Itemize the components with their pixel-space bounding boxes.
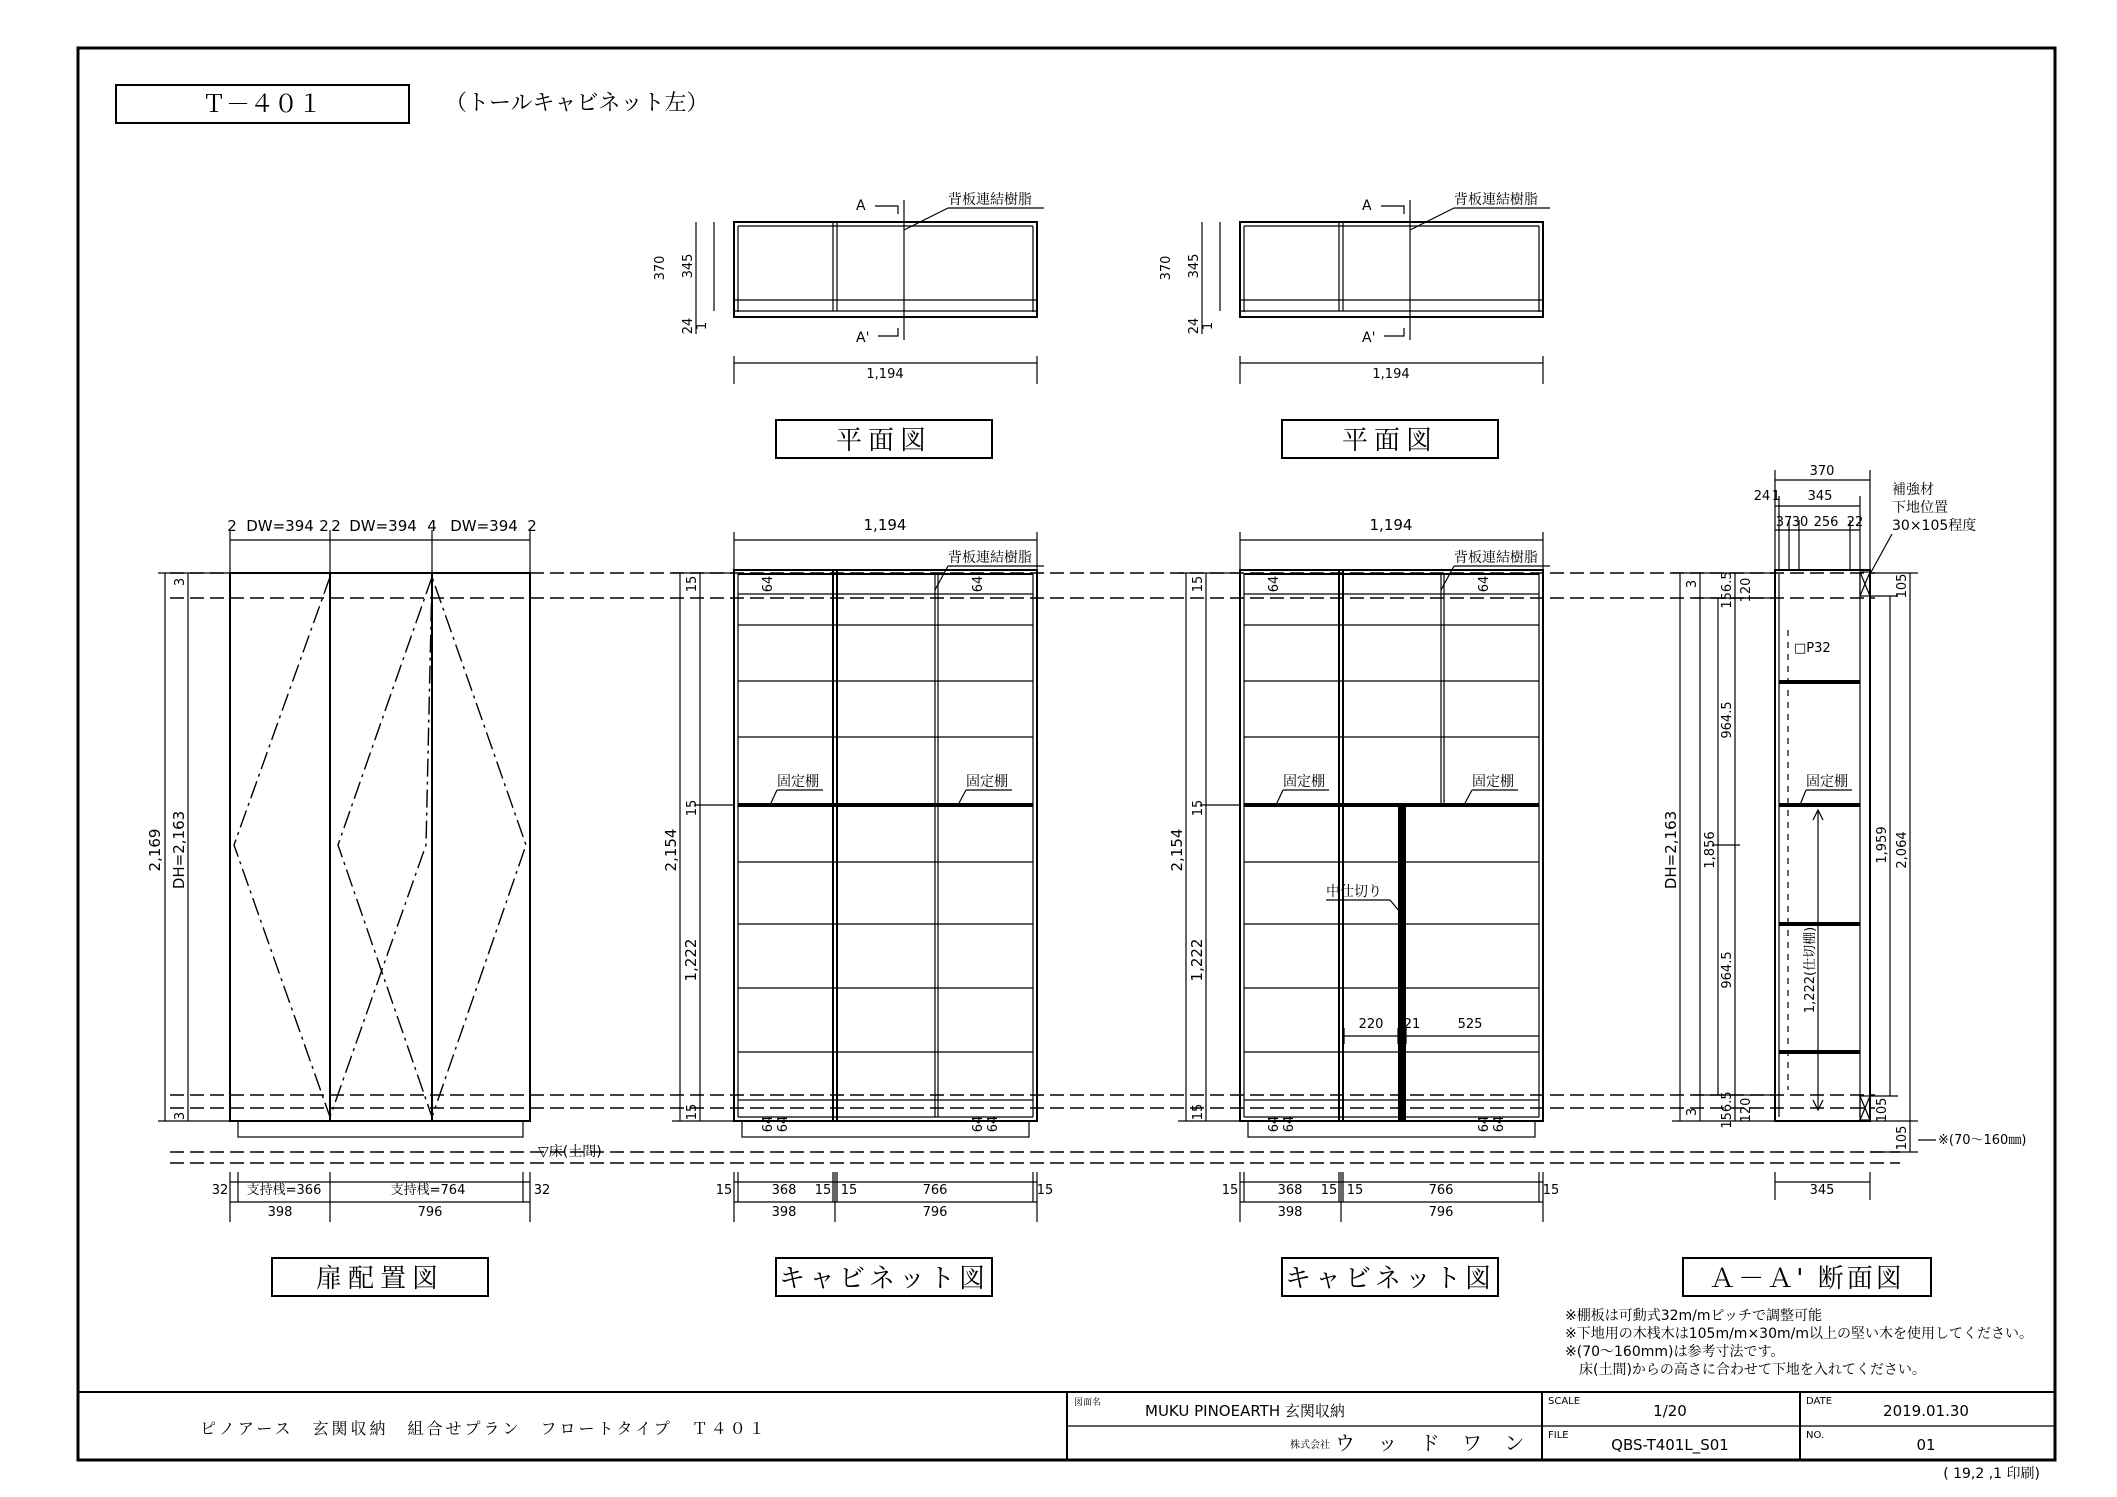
dimension-label: 766 <box>922 1183 948 1198</box>
dimension-label: 1,959 <box>1875 826 1890 864</box>
drawing-line <box>1410 208 1454 230</box>
sheet-border <box>78 48 2055 1460</box>
dimension-label: 図面名 <box>1074 1398 1102 1408</box>
cabinet-view-left <box>662 516 1053 1296</box>
dimension-label: A <box>1362 198 1372 214</box>
dimension-label: ※(70～160mm)は参考寸法です。 <box>1565 1344 1785 1360</box>
drawing-line <box>1240 222 1543 317</box>
dimension-label: ※(70～160㎜) <box>1938 1133 2027 1148</box>
dimension-label: A <box>856 198 866 214</box>
dimension-label: ※棚板は可動式32m/mピッチで調整可能 <box>1565 1308 1822 1324</box>
dimension-label: A' <box>856 330 870 346</box>
dimension-label: 156.5 <box>1720 1091 1735 1129</box>
dimension-label: 156.5 <box>1720 571 1735 609</box>
plan-title-left: 平面図 <box>835 426 933 456</box>
dimension-label: 32 <box>533 1183 551 1198</box>
dimension-label: 964.5 <box>1720 951 1735 989</box>
dimension-label: 370 <box>1809 464 1835 479</box>
dimension-label: 368 <box>1277 1183 1303 1198</box>
dimension-label: 背板連結樹脂 <box>1454 550 1538 566</box>
dimension-label: 398 <box>1277 1205 1303 1220</box>
dimension-label: 2,064 <box>1895 831 1910 869</box>
dimension-label: 1,856 <box>1703 831 1718 869</box>
dimension-label: A' <box>1362 330 1376 346</box>
dimension-label: 15 <box>685 799 700 817</box>
dimension-label: 1,194 <box>863 516 907 534</box>
notes <box>1565 1307 2033 1378</box>
cabinet-title-left: キャビネット図 <box>778 1264 990 1294</box>
drawing-line <box>1870 534 1892 574</box>
dimension-label: 15 <box>1320 1183 1338 1198</box>
dimension-label: 22 <box>1846 515 1864 530</box>
dimension-label: 64 <box>761 1115 776 1133</box>
drawing-line <box>734 222 1037 317</box>
drawing-line <box>230 573 530 1121</box>
dimension-label: 2 <box>227 517 237 535</box>
dimension-label: 64 <box>776 1115 791 1133</box>
dimension-label: 32 <box>211 1183 229 1198</box>
dimension-label: 398 <box>771 1205 797 1220</box>
drawing-line <box>878 328 898 336</box>
dimension-label: 345 <box>1187 253 1202 279</box>
dimension-label: 床(土間)からの高さに合わせて下地を入れてください。 <box>1565 1362 1926 1378</box>
dimension-label: 120 <box>1739 1097 1754 1123</box>
dimension-label: 固定棚 <box>1283 774 1325 790</box>
dimension-label: 1 <box>1771 489 1781 504</box>
drawing-line <box>1464 790 1472 805</box>
print-date: ( 19,2 ,1 印刷) <box>1943 1466 2040 1482</box>
dimension-label: 30 <box>1791 515 1809 530</box>
model-number: Ｔ－４０１ <box>202 90 322 118</box>
dimension-label: 4 <box>427 517 437 535</box>
dimension-label: 固定棚 <box>1472 774 1514 790</box>
dimension-label: 64 <box>1477 575 1492 593</box>
drawing-line <box>1240 570 1543 1121</box>
dimension-label: 15 <box>840 1183 858 1198</box>
dimension-label: 368 <box>771 1183 797 1198</box>
dimension-label: 3 <box>1685 1107 1700 1117</box>
dimension-label: □P32 <box>1794 641 1831 656</box>
dimension-label: 株式会社 <box>1290 1440 1330 1451</box>
dimension-label: 15 <box>1191 799 1206 817</box>
drawing-line <box>958 790 966 805</box>
dimension-label: 1 <box>695 321 710 331</box>
dimension-label: 37 <box>1775 515 1793 530</box>
dimension-label: DH=2,163 <box>1662 810 1680 890</box>
dimension-label: 3 <box>173 1111 188 1121</box>
dimension-label: 15 <box>1221 1183 1239 1198</box>
dimension-label: 1,222(仕切棚) <box>1803 926 1818 1014</box>
dimension-label: FILE <box>1548 1430 1569 1441</box>
dimension-label: 下地位置 <box>1892 500 1948 516</box>
dimension-label: DW=394 <box>246 517 314 535</box>
dimension-label: 21 <box>1403 1017 1421 1032</box>
dimension-label: 支持桟=366 <box>246 1183 322 1198</box>
dimension-label: 2 <box>527 517 537 535</box>
dimension-label: 525 <box>1457 1017 1483 1032</box>
dimension-label: 1,222 <box>682 938 700 982</box>
drawing-line <box>234 577 432 1117</box>
door-layout-view <box>146 517 550 1296</box>
reference-lines <box>170 573 1900 1163</box>
drawing-name: MUKU PINOEARTH 玄関収納 <box>1145 1402 1345 1420</box>
drawing-line <box>1381 206 1404 214</box>
dimension-label: 398 <box>267 1205 293 1220</box>
dimension-label: 15 <box>685 575 700 593</box>
drawing-line <box>1384 328 1404 336</box>
dimension-label: 64 <box>761 575 776 593</box>
drawing-line <box>875 206 898 214</box>
drawing-line <box>734 570 1037 1121</box>
dimension-label: 15 <box>1191 575 1206 593</box>
sheet-number: 01 <box>1916 1436 1936 1454</box>
dimension-label: DW=394 <box>349 517 417 535</box>
dimension-label: 64 <box>1267 575 1282 593</box>
floor-label: ▽床(土間) <box>538 1144 602 1160</box>
dimension-label: 24 <box>1187 317 1202 335</box>
dimension-label: 796 <box>922 1205 948 1220</box>
dimension-label: 220 <box>1358 1017 1384 1032</box>
drawing-line <box>904 208 948 230</box>
dimension-label: ※下地用の木桟木は105m/m×30m/m以上の堅い木を使用してください。 <box>1565 1326 2033 1342</box>
dimension-label: 345 <box>1809 1183 1835 1198</box>
dimension-label: 背板連結樹脂 <box>948 192 1032 208</box>
drawing-line <box>238 1121 523 1137</box>
dimension-label: 30×105程度 <box>1892 518 1977 534</box>
dimension-label: 15 <box>685 1103 700 1121</box>
dimension-label: 15 <box>1191 1103 1206 1121</box>
section-title: Ａ－Ａ' 断面図 <box>1709 1264 1905 1294</box>
dimension-label: 345 <box>681 253 696 279</box>
dimension-label: 24 <box>681 317 696 335</box>
dimension-label: 345 <box>1807 489 1833 504</box>
dimension-label: 2 <box>319 517 329 535</box>
company-name: ウ ッ ド ワ ン <box>1335 1431 1533 1455</box>
dimension-label: 15 <box>1346 1183 1364 1198</box>
dimension-label: 中仕切り <box>1326 884 1382 900</box>
dimension-label: 64 <box>986 1115 1001 1133</box>
dimension-label: 120 <box>1739 577 1754 603</box>
title-block <box>78 1392 2055 1482</box>
dimension-label: SCALE <box>1548 1396 1581 1407</box>
dimension-label: 背板連結樹脂 <box>1454 192 1538 208</box>
model-subtitle: （トールキャビネット左） <box>445 91 709 116</box>
dimension-label: 1,194 <box>1372 367 1410 382</box>
dimension-label: 64 <box>1492 1115 1507 1133</box>
dimension-label: 固定棚 <box>777 774 819 790</box>
dimension-label: 3 <box>173 577 188 587</box>
dimension-label: 固定棚 <box>966 774 1008 790</box>
drawing-line <box>1800 790 1806 805</box>
drawing-line <box>1276 790 1283 805</box>
dimension-label: NO. <box>1806 1430 1825 1441</box>
dimension-label: 2,169 <box>146 828 164 872</box>
dimension-label: 2 <box>331 517 341 535</box>
dimension-label: 105 <box>1895 573 1910 599</box>
cabinet-title-right: キャビネット図 <box>1284 1264 1496 1294</box>
file-value: QBS-T401L_S01 <box>1611 1436 1729 1454</box>
dimension-label: 64 <box>971 1115 986 1133</box>
drawing-line <box>770 790 777 805</box>
dimension-label: 256 <box>1813 515 1839 530</box>
dimension-label: 64 <box>1477 1115 1492 1133</box>
dimension-label: 1,222 <box>1188 938 1206 982</box>
dimension-label: 105 <box>1875 1097 1890 1123</box>
dimension-label: 2,154 <box>662 828 680 872</box>
dimension-label: 背板連結樹脂 <box>948 550 1032 566</box>
dimension-label: 370 <box>653 255 668 281</box>
dimension-label: 3 <box>1685 579 1700 589</box>
dimension-label: 64 <box>1267 1115 1282 1133</box>
dimension-label: 補強材 <box>1892 482 1934 498</box>
dimension-label: 1 <box>1201 321 1216 331</box>
dimension-label: 964.5 <box>1720 701 1735 739</box>
door-title: 扉配置図 <box>315 1264 445 1294</box>
dimension-label: 2,154 <box>1168 828 1186 872</box>
dimension-label: 105 <box>1895 1125 1910 1151</box>
dimension-label: 1,194 <box>866 367 904 382</box>
dimension-label: 15 <box>715 1183 733 1198</box>
dimension-label: 370 <box>1159 255 1174 281</box>
dimension-label: 15 <box>1036 1183 1054 1198</box>
dimension-label: 支持桟=764 <box>390 1183 466 1198</box>
cabinet-view-right <box>1168 516 1559 1296</box>
dimension-label: 796 <box>1428 1205 1454 1220</box>
dimension-label: DATE <box>1806 1396 1833 1407</box>
scale-value: 1/20 <box>1653 1402 1687 1420</box>
dimension-label: 15 <box>1542 1183 1560 1198</box>
plan-description: ピノアース 玄関収納 組合せプラン フロートタイプ Ｔ４０１ <box>200 1419 768 1438</box>
date-value: 2019.01.30 <box>1883 1402 1969 1420</box>
plan-view-right <box>1159 191 1550 458</box>
dimension-label: 15 <box>814 1183 832 1198</box>
dimension-label: 64 <box>1282 1115 1297 1133</box>
plan-view-left <box>653 191 1044 458</box>
dimension-label: DH=2,163 <box>170 810 188 890</box>
dimension-label: DW=394 <box>450 517 518 535</box>
dimension-label: 796 <box>417 1205 443 1220</box>
dimension-label: 1,194 <box>1369 516 1413 534</box>
dimension-label: 24 <box>1753 489 1771 504</box>
dimension-label: 766 <box>1428 1183 1454 1198</box>
partition-panel <box>1398 807 1406 1121</box>
plan-title-right: 平面図 <box>1341 426 1439 456</box>
dimension-label: 64 <box>971 575 986 593</box>
dimension-label: 固定棚 <box>1806 774 1848 790</box>
